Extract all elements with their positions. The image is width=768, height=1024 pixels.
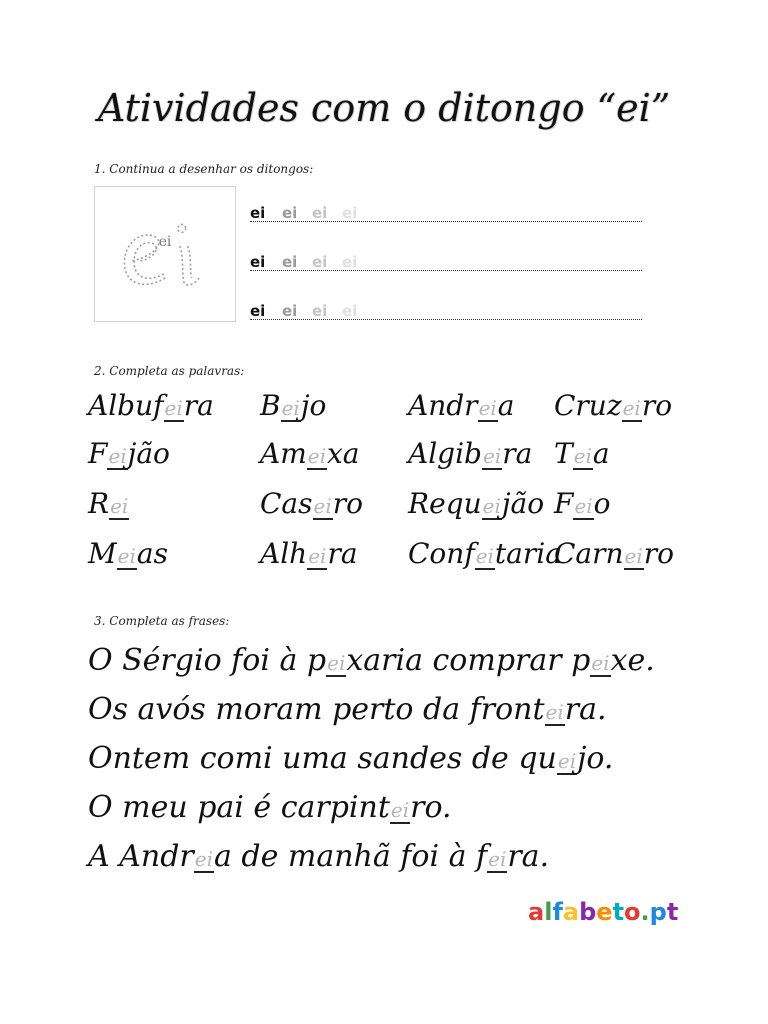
fill-in-word <box>554 537 675 570</box>
word-part: Cruz <box>554 389 622 422</box>
sentence-text: O meu pai é carpint <box>88 790 390 825</box>
tracing-sample: ei <box>342 302 358 320</box>
word-blank[interactable]: ei <box>108 444 127 468</box>
logo-letter: t <box>666 898 679 926</box>
sentence-blank[interactable]: ei <box>194 847 213 871</box>
tracing-row[interactable] <box>250 247 642 271</box>
sentence-text: xaria comprar p <box>346 643 591 678</box>
word-part: jão <box>127 437 170 470</box>
word-part: Conf <box>408 537 475 570</box>
word-part: xa <box>327 437 360 470</box>
word-part: M <box>88 537 117 570</box>
fill-in-word <box>260 537 358 570</box>
fill-in-word <box>88 487 129 520</box>
tracing-sample: ei <box>312 253 328 271</box>
word-blank[interactable]: ei <box>574 494 593 518</box>
word-part: F <box>554 487 574 520</box>
fill-in-sentence <box>88 692 607 727</box>
word-blank[interactable]: ei <box>624 544 643 568</box>
fill-in-word <box>260 487 363 520</box>
word-part: Requ <box>408 487 482 520</box>
fill-in-sentence <box>88 643 655 678</box>
sentence-text: A Andr <box>88 839 194 874</box>
sentence-blank[interactable]: ei <box>488 847 507 871</box>
word-blank[interactable]: ei <box>110 494 129 518</box>
tracing-sample: ei <box>282 253 298 271</box>
sentence-text: ro. <box>410 790 452 825</box>
word-part: Andr <box>408 389 478 422</box>
fill-in-word <box>408 437 533 470</box>
word-part: jão <box>501 487 545 520</box>
tracing-sample: ei <box>312 302 328 320</box>
fill-in-word <box>408 537 562 570</box>
tracing-sample: ei <box>342 204 358 222</box>
word-blank[interactable]: ei <box>308 544 327 568</box>
tracing-sample: ei <box>342 253 358 271</box>
word-part: R <box>88 487 110 520</box>
fill-in-word <box>88 537 168 570</box>
fill-in-word <box>260 389 327 422</box>
sentence-text: a de manhã foi à f <box>213 839 488 874</box>
tracing-sample: ei <box>250 302 266 320</box>
logo-letter: a <box>528 898 545 926</box>
sentence-blank[interactable]: ei <box>327 651 346 675</box>
fill-in-sentence <box>88 741 614 776</box>
logo-letter: . <box>640 898 650 926</box>
word-blank[interactable]: ei <box>475 544 494 568</box>
word-blank[interactable]: ei <box>482 494 501 518</box>
fill-in-sentence <box>88 790 452 825</box>
logo-letter: f <box>552 898 563 926</box>
word-blank[interactable]: ei <box>307 444 327 468</box>
fill-in-word <box>408 487 545 520</box>
word-part: Algib <box>408 437 482 470</box>
word-blank[interactable]: ei <box>622 396 641 420</box>
dotted-writing-line <box>250 319 642 320</box>
tracing-sample: ei <box>312 204 328 222</box>
tracing-box <box>94 186 236 322</box>
sentence-blank[interactable]: ei <box>390 798 410 822</box>
word-part: ro <box>643 537 675 570</box>
logo-letter: t <box>612 898 625 926</box>
word-blank[interactable]: ei <box>313 494 332 518</box>
word-part: Am <box>260 437 307 470</box>
word-blank[interactable]: ei <box>482 444 502 468</box>
fill-in-word <box>88 389 214 422</box>
section-1-label: 1. Continua a desenhar os ditongos: <box>94 162 314 176</box>
sentence-blank[interactable]: ei <box>591 651 610 675</box>
word-part: as <box>136 537 168 570</box>
section-3-label: 3. Completa as frases: <box>94 614 230 628</box>
word-part: Albuf <box>88 389 164 422</box>
sentence-text: O Sérgio foi à p <box>88 643 327 678</box>
fill-in-sentence <box>88 839 550 874</box>
word-part: Carn <box>554 537 624 570</box>
dotted-ei-tracing <box>95 187 235 321</box>
fill-in-word <box>408 389 515 422</box>
word-part: taria <box>494 537 562 570</box>
word-part: a <box>497 389 515 422</box>
sentence-text: ra. <box>507 839 550 874</box>
word-part: ra <box>183 389 214 422</box>
word-part: o <box>593 487 611 520</box>
word-part: Cas <box>260 487 313 520</box>
sentence-text: Os avós moram perto da front <box>88 692 545 727</box>
logo-letter: b <box>579 898 597 926</box>
word-blank[interactable]: ei <box>281 396 300 420</box>
word-blank[interactable]: ei <box>164 396 183 420</box>
sentence-blank[interactable]: ei <box>545 700 564 724</box>
tracing-sample: ei <box>282 302 298 320</box>
fill-in-word <box>554 389 673 422</box>
sentence-text: Ontem comi uma sandes de qu <box>88 741 557 776</box>
word-part: F <box>88 437 108 470</box>
alfabeto-logo <box>528 898 678 926</box>
word-part: B <box>260 389 281 422</box>
tracing-letters: ei <box>158 234 172 251</box>
word-part: Alh <box>260 537 308 570</box>
sentence-text: ra. <box>564 692 607 727</box>
sentence-text: jo. <box>577 741 614 776</box>
logo-letter: l <box>544 898 553 926</box>
tracing-sample: ei <box>250 204 266 222</box>
word-part: a <box>592 437 610 470</box>
sentence-blank[interactable]: ei <box>557 749 577 773</box>
word-blank[interactable]: ei <box>478 396 497 420</box>
logo-letter: o <box>624 898 641 926</box>
word-part: ro <box>332 487 363 520</box>
fill-in-word <box>554 487 611 520</box>
fill-in-word <box>260 437 360 470</box>
tracing-row[interactable] <box>250 198 642 222</box>
word-part: ra <box>502 437 533 470</box>
word-blank[interactable]: ei <box>573 444 592 468</box>
dotted-writing-line <box>250 221 642 222</box>
word-blank[interactable]: ei <box>117 544 136 568</box>
sentence-text: xe. <box>610 643 655 678</box>
logo-letter: p <box>649 898 667 926</box>
tracing-sample: ei <box>250 253 266 271</box>
page-title: Atividades com o ditongo “ei” <box>97 86 671 130</box>
tracing-sample: ei <box>282 204 298 222</box>
logo-letter: a <box>562 898 580 926</box>
fill-in-word <box>554 437 610 470</box>
section-2-label: 2. Completa as palavras: <box>94 364 245 378</box>
tracing-row[interactable] <box>250 296 642 320</box>
word-part: ro <box>641 389 673 422</box>
logo-letter: e <box>596 898 613 926</box>
dotted-writing-line <box>250 270 642 271</box>
word-part: jo <box>300 389 327 422</box>
word-part: ra <box>327 537 358 570</box>
fill-in-word <box>88 437 170 470</box>
word-part: T <box>554 437 573 470</box>
